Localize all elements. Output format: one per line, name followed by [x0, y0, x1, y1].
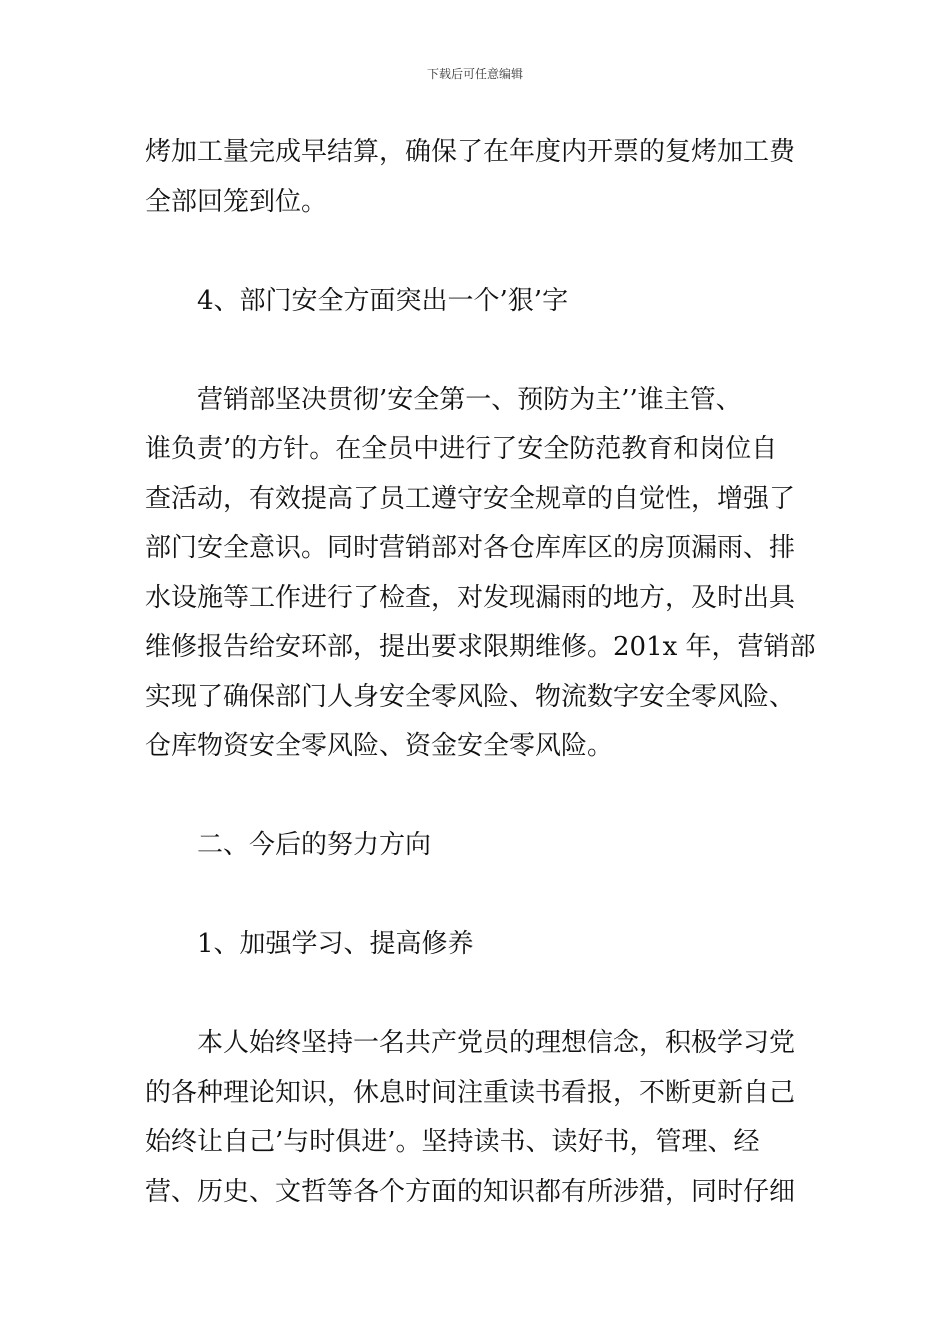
document-body	[145, 128, 816, 1217]
blank-line	[145, 227, 810, 277]
paragraph-safety-line-6: 维修报告给安环部，提出要求限期维修。201x 年，营销部	[145, 632, 816, 662]
body-line-2: 全部回笼到位。	[145, 186, 328, 217]
paragraph-safety-line-2: 谁负责’的方针。在全员中进行了安全防范教育和岗位自	[145, 434, 778, 464]
body-line-1: 烤加工量完成早结算，确保了在年度内开票的复烤加工费	[145, 137, 796, 167]
blank-line	[145, 871, 810, 921]
paragraph-safety-line-3: 查活动，有效提高了员工遵守安全规章的自觉性，增强了	[145, 483, 796, 514]
page-header-note: 下载后可任意编辑	[426, 67, 523, 81]
paragraph-study-line-2: 的各种理论知识，休息时间注重读书看报，不断更新自己	[145, 1077, 796, 1108]
paragraph-safety-line-8: 仓库物资安全零风险、资金安全零风险。	[145, 731, 614, 761]
paragraph-safety-line-4: 部门安全意识。同时营销部对各仓库库区的房顶漏雨、排	[145, 533, 796, 563]
blank-line	[145, 326, 810, 376]
paragraph-safety-line-1: 营销部坚决贯彻’安全第一、预防为主’’谁主管、	[197, 384, 742, 415]
section-heading-safety: 4、部门安全方面突出一个’狠’字	[197, 285, 569, 316]
paragraph-safety-line-7: 实现了确保部门人身安全零风险、物流数字安全零风险、	[145, 681, 796, 712]
section-heading-study: 1、加强学习、提高修养	[197, 929, 474, 959]
paragraph-study-line-1: 本人始终坚持一名共产党员的理想信念，积极学习党	[197, 1028, 796, 1058]
paragraph-safety-line-5: 水设施等工作进行了检查，对发现漏雨的地方，及时出具	[145, 582, 796, 613]
section-heading-future-direction: 二、今后的努力方向	[197, 830, 432, 860]
paragraph-study-line-4: 营、历史、文哲等各个方面的知识都有所涉猎，同时仔细	[145, 1176, 796, 1207]
blank-line	[145, 772, 810, 822]
paragraph-study-line-3: 始终让自己’与时俱进’。坚持读书、读好书，管理、经	[145, 1127, 760, 1157]
blank-line	[145, 970, 810, 1020]
